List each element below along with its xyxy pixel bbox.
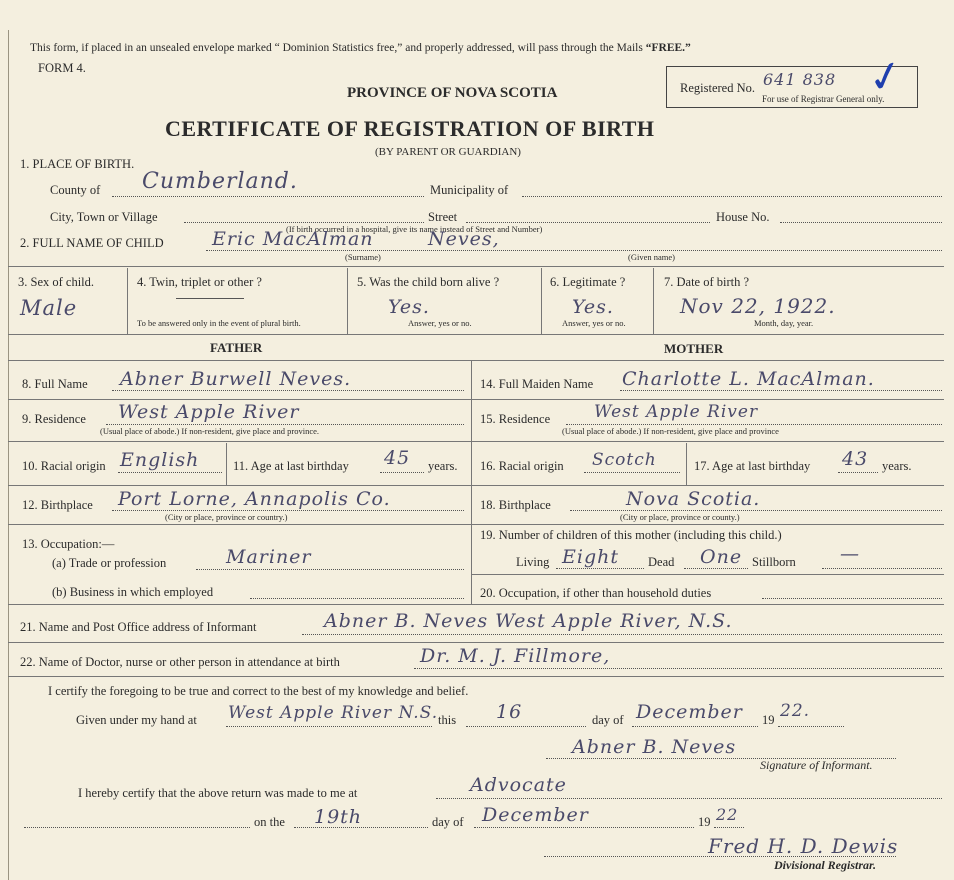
registrar-year-prefix: 19 <box>698 815 711 829</box>
mother-children-label: 19. Number of children of this mother (including this child.) <box>480 528 782 542</box>
mother-years: years. <box>882 459 912 473</box>
father-age-label: 11. Age at last birthday <box>233 459 349 473</box>
registrar-certify: I hereby certify that the above return was made to me at <box>78 786 358 800</box>
dob-value: Nov 22, 1922. <box>680 294 836 318</box>
hospital-note: (If birth occurred in a hospital, give its name instead of Street and Number) <box>286 224 543 234</box>
living-label: Living <box>516 555 550 569</box>
sex-label: 3. Sex of child. <box>18 275 95 289</box>
mother-birthplace-value: Nova Scotia. <box>626 488 761 510</box>
given-day-value: 16 <box>496 701 523 723</box>
twin-label: 4. Twin, triplet or other ? <box>137 275 262 289</box>
surname-caption: (Surname) <box>345 252 381 262</box>
father-residence-label: 9. Residence <box>22 412 86 426</box>
informant-signature: Abner B. Neves <box>572 736 737 758</box>
given-under-hand-label: Given under my hand at <box>76 713 197 727</box>
mail-note-text: This form, if placed in an unsealed envelope marked “ Dominion Statistics free,” and properly addressed, will pass through the Mails <box>30 42 643 54</box>
father-name-label: 8. Full Name <box>22 377 88 391</box>
county-label: County of <box>50 183 101 197</box>
place-of-birth-label: 1. PLACE OF BIRTH. <box>20 157 135 171</box>
father-trade-value: Mariner <box>226 546 312 568</box>
county-value: Cumberland. <box>142 169 298 194</box>
mother-age-label: 17. Age at last birthday <box>694 459 811 473</box>
dead-label: Dead <box>648 555 675 569</box>
given-day-of-label: day of <box>592 713 624 727</box>
dob-label: 7. Date of birth ? <box>664 275 750 289</box>
mother-birthplace-label: 18. Birthplace <box>480 498 551 512</box>
father-name-value: Abner Burwell Neves. <box>120 368 352 390</box>
mother-residence-label: 15. Residence <box>480 412 551 426</box>
legitimate-note: Answer, yes or no. <box>562 318 626 328</box>
father-age-value: 45 <box>384 447 411 469</box>
informant-signature-caption: Signature of Informant. <box>760 758 873 772</box>
mail-note-free: “FREE.” <box>645 42 691 54</box>
municipality-label: Municipality of <box>430 183 509 197</box>
doctor-value: Dr. M. J. Fillmore, <box>420 645 611 667</box>
mother-name-value: Charlotte L. MacAlman. <box>622 368 875 390</box>
given-place-value: West Apple River N.S. <box>228 703 439 723</box>
father-birthplace-label: 12. Birthplace <box>22 498 93 512</box>
registrar-on-the-label: on the <box>254 815 285 829</box>
father-years: years. <box>428 459 458 473</box>
father-occupation-label: 13. Occupation:— <box>22 537 115 551</box>
father-trade-label: (a) Trade or profession <box>52 556 167 570</box>
father-birthplace-value: Port Lorne, Annapolis Co. <box>118 488 391 510</box>
given-year-value: 22. <box>780 701 811 721</box>
given-month-value: December <box>636 701 743 723</box>
father-racial-label: 10. Racial origin <box>22 459 106 473</box>
province-heading: PROVINCE OF NOVA SCOTIA <box>347 85 558 101</box>
mother-age-value: 43 <box>842 448 869 470</box>
registered-number: 641 838 <box>763 70 837 89</box>
street-label: Street <box>428 210 458 224</box>
informant-label: 21. Name and Post Office address of Informant <box>20 620 257 634</box>
mother-birthplace-note: (City or place, province or county.) <box>620 512 740 522</box>
house-number-label: House No. <box>716 210 770 224</box>
registrar-signature: Fred H. D. Dewis <box>708 834 899 858</box>
father-birthplace-note: (City or place, province or country.) <box>165 512 288 522</box>
registrar-note: For use of Registrar General only. <box>762 94 885 104</box>
form-number: FORM 4. <box>38 61 86 75</box>
doctor-label: 22. Name of Doctor, nurse or other person in attendance at birth <box>20 655 340 669</box>
legitimate-value: Yes. <box>572 296 614 318</box>
registrar-day-value: 19th <box>314 806 363 828</box>
registrar-caption: Divisional Registrar. <box>774 858 877 872</box>
mail-note <box>30 42 691 54</box>
dead-value: One <box>700 546 743 568</box>
registered-label: Registered No. <box>680 81 755 95</box>
dob-note: Month, day, year. <box>754 318 814 328</box>
registrar-day-of-label: day of <box>432 815 464 829</box>
father-residence-value: West Apple River <box>118 401 300 423</box>
mother-residence-value: West Apple River <box>594 402 759 422</box>
mother-occupation-label: 20. Occupation, if other than household duties <box>480 586 712 600</box>
given-year-prefix: 19 <box>762 713 775 727</box>
informant-value: Abner B. Neves West Apple River, N.S. <box>324 610 733 632</box>
legitimate-label: 6. Legitimate ? <box>550 275 626 289</box>
registrar-month-value: December <box>482 804 589 826</box>
mother-heading: MOTHER <box>664 341 724 356</box>
father-racial-value: English <box>120 449 200 471</box>
alive-note: Answer, yes or no. <box>408 318 472 328</box>
registrar-place-value: Advocate <box>470 774 567 796</box>
city-label: City, Town or Village <box>50 210 158 224</box>
registrar-year-value: 22 <box>716 805 739 824</box>
page-left-edge <box>8 30 9 880</box>
twin-note: To be answered only in the event of plural birth. <box>137 318 301 328</box>
father-residence-note: (Usual place of abode.) If non-resident, give place and province. <box>100 426 320 436</box>
stillborn-label: Stillborn <box>752 555 796 569</box>
this-label: this <box>438 713 457 727</box>
mother-name-label: 14. Full Maiden Name <box>480 377 594 391</box>
stillborn-value: — <box>840 543 860 565</box>
father-business-label: (b) Business in which employed <box>52 585 214 599</box>
father-heading: FATHER <box>210 340 263 355</box>
informant-certify: I certify the foregoing to be true and correct to the best of my knowledge and belief. <box>48 684 469 698</box>
child-given-name: Eric MacAlman <box>212 228 374 250</box>
mother-racial-label: 16. Racial origin <box>480 459 564 473</box>
child-surname: Neves, <box>428 228 500 250</box>
given-name-caption: (Given name) <box>628 252 675 262</box>
certificate-subtitle: (BY PARENT OR GUARDIAN) <box>375 146 521 158</box>
mother-residence-note: (Usual place of abode.) If non-resident, give place and province <box>562 426 779 436</box>
alive-value: Yes. <box>388 296 430 318</box>
checkmark-icon: ✓ <box>863 48 908 105</box>
sex-value: Male <box>20 296 78 320</box>
mother-racial-value: Scotch <box>592 450 657 470</box>
child-name-label: 2. FULL NAME OF CHILD <box>20 236 164 250</box>
certificate-title: CERTIFICATE OF REGISTRATION OF BIRTH <box>165 116 655 141</box>
living-value: Eight <box>562 546 619 568</box>
alive-label: 5. Was the child born alive ? <box>357 275 500 289</box>
